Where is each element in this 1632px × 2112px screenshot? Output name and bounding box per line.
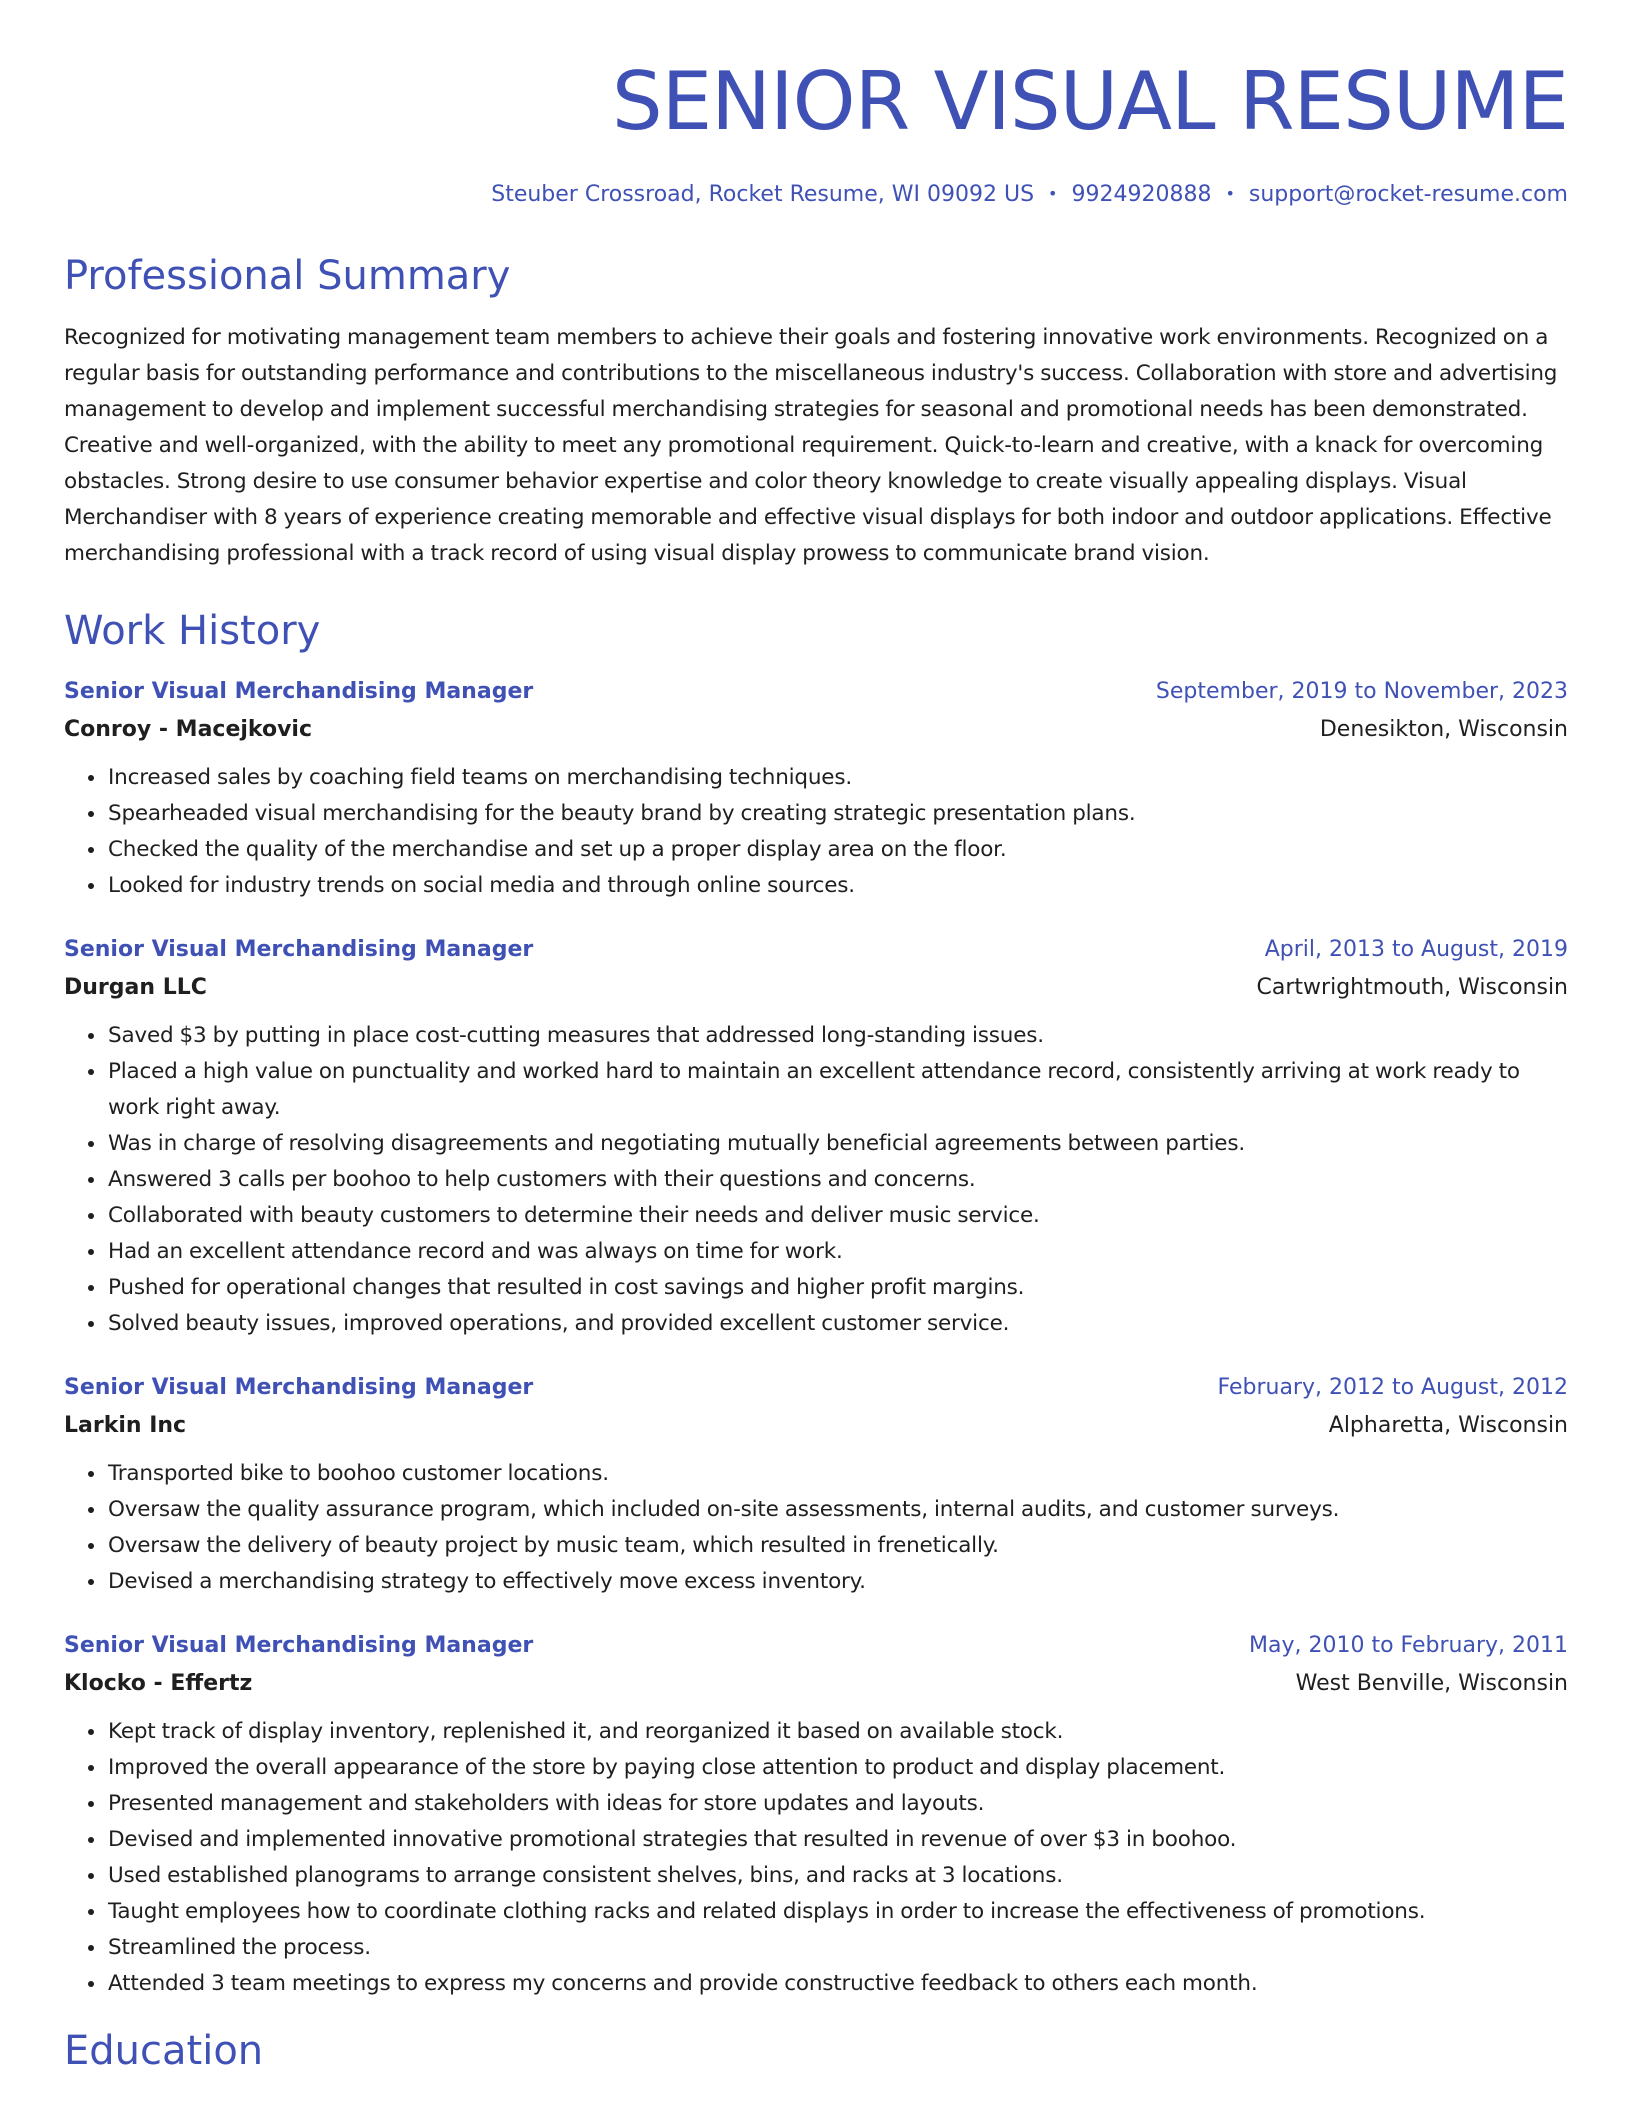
contact-line [64,179,1568,210]
job-bullet: • Answered 3 calls per boohoo to help customers with their questions and concerns. [107,1162,1568,1198]
summary-section [64,251,1568,572]
education-section [64,2026,1568,2076]
job-company: Klocko - Effertz [64,1671,253,1696]
job-dates: February, 2012 to August, 2012 [1217,1375,1568,1400]
job-title: Senior Visual Merchandising Manager [64,937,534,962]
job-bullet: • Kept track of display inventory, replenished it, and reorganized it based on available stock. [107,1714,1568,1750]
job-title-row [64,1370,1568,1406]
job-dates: May, 2010 to February, 2011 [1249,1633,1568,1658]
summary-text: Recognized for motivating management team members to achieve their goals and fostering innovative work environments. Recognized on a regular basis for outstanding performance and contributions to the miscellaneous industry's success. Collaboration with store and advertising management to develop and implement successful merchandising strategies for seasonal and promotional needs has been demonstrated. Creative and well-organized, with the ability to meet any promotional requirement. Quick-to-learn and creative, with a knack for overcoming obstacles. Strong desire to use consumer behavior expertise and color theory knowledge to create visually appealing displays. Visual Merchandiser with 8 years of experience creating memorable and effective visual displays for both indoor and outdoor applications. Effective merchandising professional with a track record of using visual display prowess to communicate brand vision. [64,325,1558,566]
job-bullet: • Oversaw the delivery of beauty project by music team, which resulted in frenetically. [107,1528,1568,1564]
job-dates: April, 2013 to August, 2019 [1264,937,1568,962]
job-company-row [64,968,1568,1008]
job-location: West Benville, Wisconsin [1295,1671,1568,1696]
contact-email: support@rocket-resume.com [1248,182,1568,207]
contact-phone: 9924920888 [1071,182,1212,207]
job-location: Cartwrightmouth, Wisconsin [1256,975,1568,1000]
job-bullet: • Collaborated with beauty customers to determine their needs and deliver music service. [107,1198,1568,1234]
resume-header [64,52,1568,210]
job-bullet: • Attended 3 team meetings to express my concerns and provide constructive feedback to others each month. [107,1966,1568,2002]
job-location: Denesikton, Wisconsin [1319,717,1568,742]
job-bullet: • Placed a high value on punctuality and worked hard to maintain an excellent attendance record, consistently arriving at work ready to work right away. [107,1054,1568,1126]
contact-separator: • [1225,184,1235,203]
job-bullet: • Checked the quality of the merchandise and set up a proper display area on the floor. [107,832,1568,868]
job-entry [64,1370,1568,1600]
job-title: Senior Visual Merchandising Manager [64,679,534,704]
job-entry [64,674,1568,904]
job-bullet: • Improved the overall appearance of the store by paying close attention to product and display placement. [107,1750,1568,1786]
job-bullet: • Looked for industry trends on social media and through online sources. [107,868,1568,904]
job-bullet-list [64,760,1568,904]
job-title: Senior Visual Merchandising Manager [64,1633,534,1658]
job-title-row [64,1628,1568,1664]
job-bullet-list [64,1714,1568,2002]
job-company-row [64,1664,1568,1704]
job-title: Senior Visual Merchandising Manager [64,1375,534,1400]
job-bullet: • Increased sales by coaching field teams on merchandising techniques. [107,760,1568,796]
job-title-row [64,674,1568,710]
job-dates: September, 2019 to November, 2023 [1155,679,1568,704]
job-bullet: • Streamlined the process. [107,1930,1568,1966]
job-company-row [64,1406,1568,1446]
education-heading: Education [64,2028,264,2074]
job-bullet-list [64,1456,1568,1600]
job-bullet: • Devised a merchandising strategy to effectively move excess inventory. [107,1564,1568,1600]
job-bullet: • Taught employees how to coordinate clothing racks and related displays in order to increase the effectiveness of promotions. [107,1894,1568,1930]
job-company: Durgan LLC [64,975,207,1000]
work-history-section [64,606,1568,2002]
job-bullet: • Saved $3 by putting in place cost-cutting measures that addressed long-standing issues. [107,1018,1568,1054]
summary-heading: Professional Summary [64,253,511,299]
job-title-row [64,932,1568,968]
job-bullet: • Had an excellent attendance record and was always on time for work. [107,1234,1568,1270]
job-bullet: • Presented management and stakeholders with ideas for store updates and layouts. [107,1786,1568,1822]
job-bullet: • Transported bike to boohoo customer locations. [107,1456,1568,1492]
job-bullet: • Was in charge of resolving disagreements and negotiating mutually beneficial agreements between parties. [107,1126,1568,1162]
contact-separator: • [1048,184,1058,203]
job-location: Alpharetta, Wisconsin [1328,1413,1568,1438]
job-entry [64,932,1568,1342]
contact-address: Steuber Crossroad, Rocket Resume, WI 09092 US [491,182,1035,207]
job-bullet: • Spearheaded visual merchandising for the beauty brand by creating strategic presentation plans. [107,796,1568,832]
job-bullet-list [64,1018,1568,1342]
job-company: Conroy - Macejkovic [64,717,312,742]
job-company-row [64,710,1568,750]
job-entry [64,1628,1568,2002]
job-company: Larkin Inc [64,1413,187,1438]
job-bullet: • Devised and implemented innovative promotional strategies that resulted in revenue of over $3 in boohoo. [107,1822,1568,1858]
job-bullet: • Oversaw the quality assurance program, which included on-site assessments, internal audits, and customer surveys. [107,1492,1568,1528]
resume-page [64,0,1568,2076]
work-history-heading: Work History [64,608,321,654]
job-bullet: • Pushed for operational changes that resulted in cost savings and higher profit margins. [107,1270,1568,1306]
resume-name: SENIOR VISUAL RESUME [611,55,1568,148]
job-bullet: • Used established planograms to arrange consistent shelves, bins, and racks at 3 locations. [107,1858,1568,1894]
job-bullet: • Solved beauty issues, improved operations, and provided excellent customer service. [107,1306,1568,1342]
job-list [64,674,1568,2002]
